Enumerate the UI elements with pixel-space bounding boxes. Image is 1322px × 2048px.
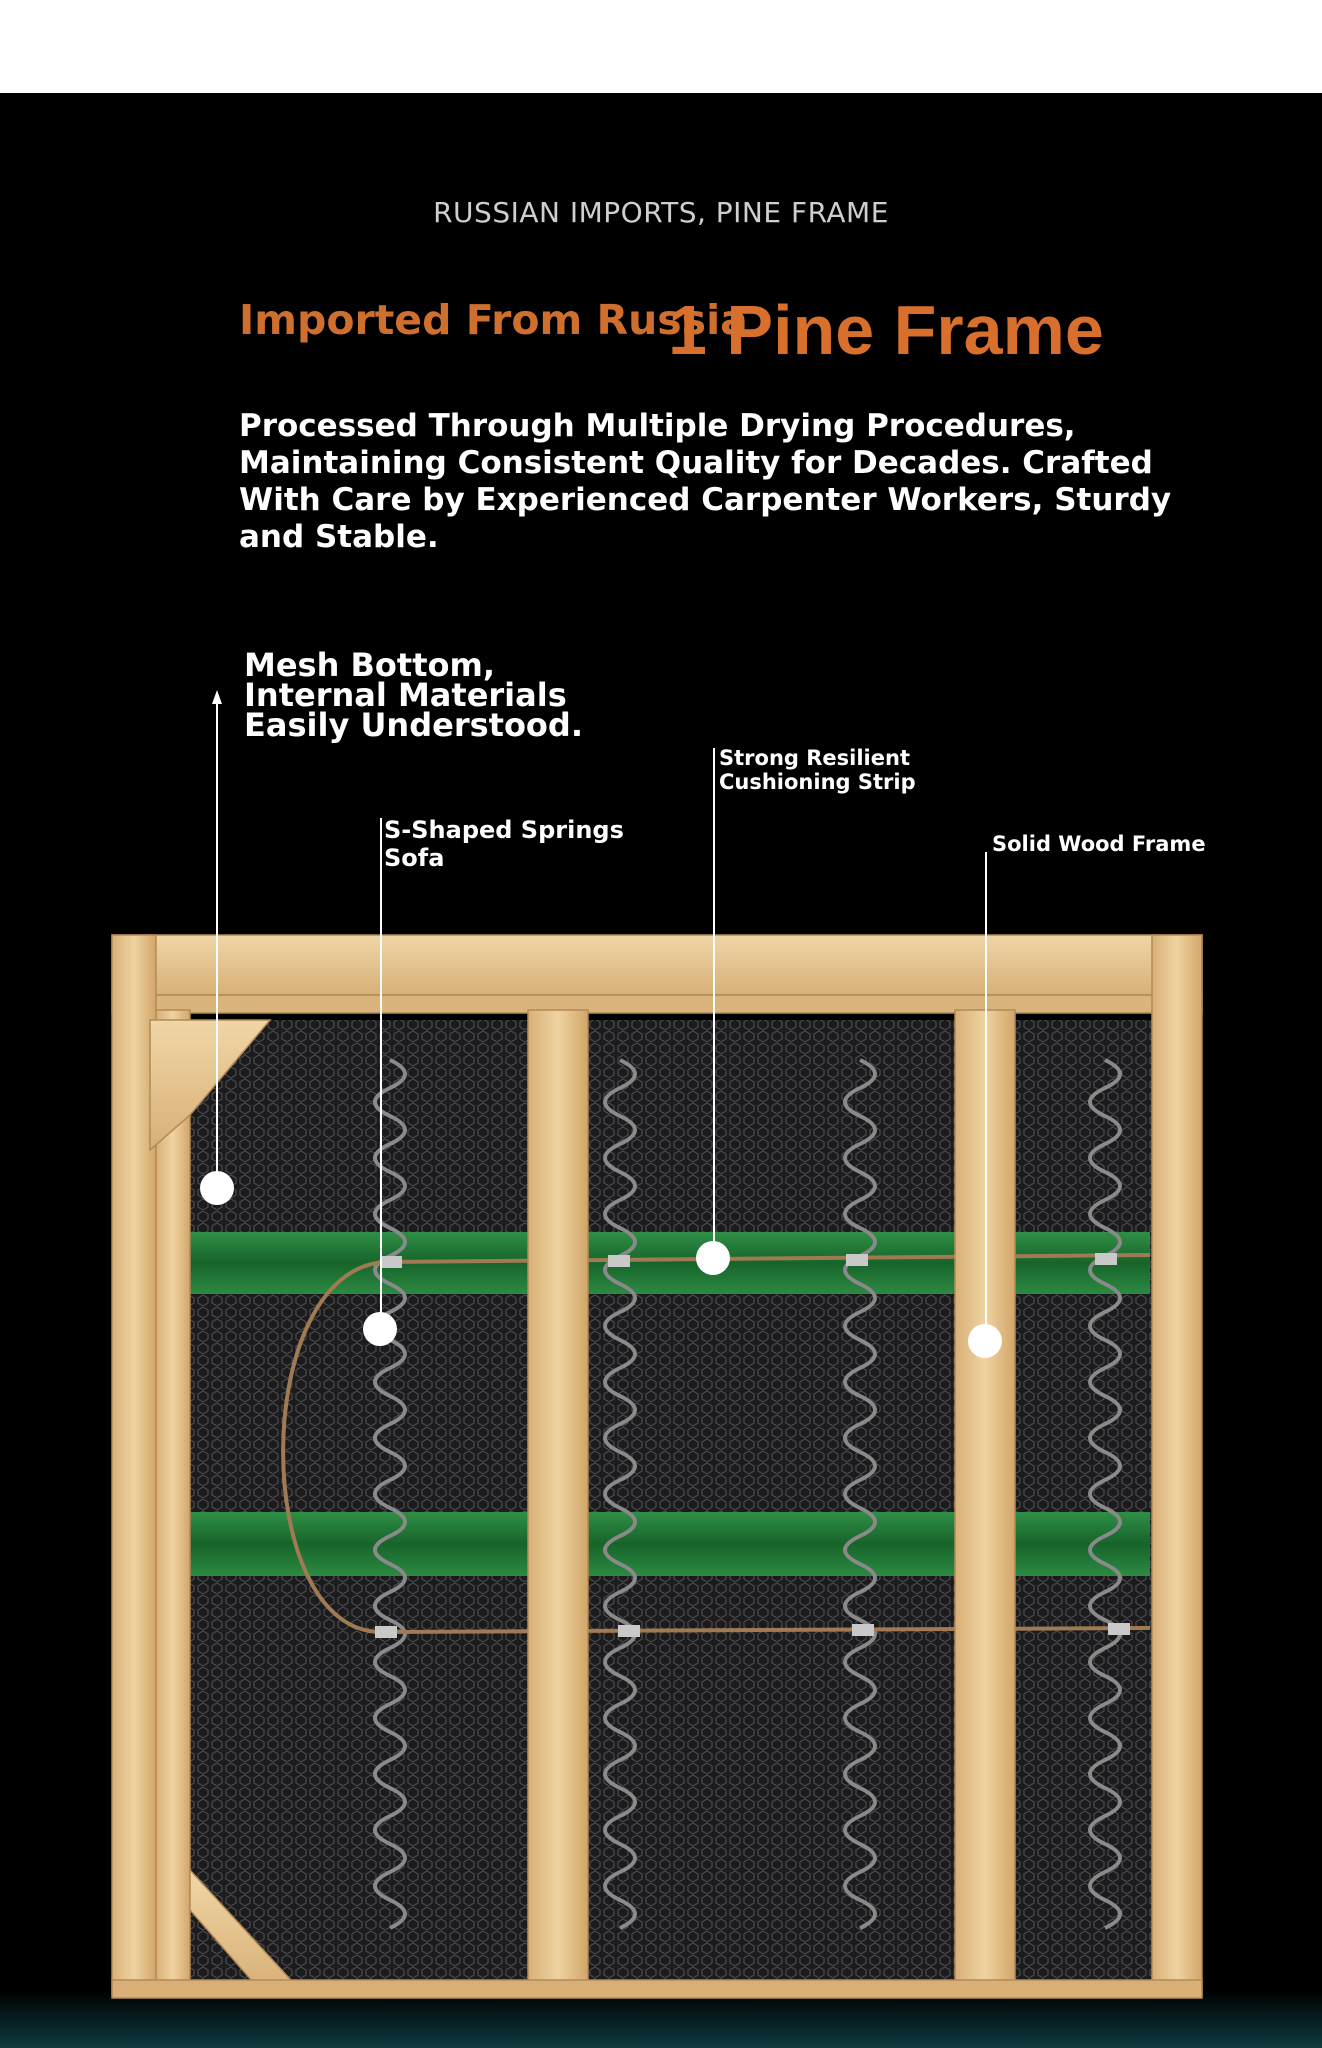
wood-frame-label (992, 832, 1206, 856)
mesh-callout-arrow (212, 690, 222, 704)
headline-part1: Imported From Russia (239, 296, 748, 344)
top-white-bar (0, 0, 1322, 93)
wood-callout-dot (968, 1324, 1002, 1358)
strip-label-line1: Strong Resilient (719, 746, 910, 770)
mesh-callout-dot (200, 1171, 234, 1205)
wood-label-line1: Solid Wood Frame (992, 832, 1206, 856)
mesh-label-line2: Internal Materials (244, 676, 567, 714)
headline-part2: 1 Pine Frame (668, 291, 1104, 369)
wood-callout-line (985, 852, 987, 1342)
section-eyebrow: RUSSIAN IMPORTS, PINE FRAME (433, 196, 889, 229)
mesh-bottom-label (244, 646, 583, 744)
sofa-frame-illustration (0, 910, 1322, 2048)
strip-callout-line (713, 748, 715, 1258)
spring-label-line1: S-Shaped Springs (384, 816, 624, 844)
mesh-label-line1: Mesh Bottom, (244, 646, 495, 684)
mesh-bottom (150, 1020, 1170, 1980)
strip-label-line2: Cushioning Strip (719, 770, 916, 794)
mesh-label-line3: Easily Understood. (244, 706, 583, 744)
spring-callout-line (380, 818, 382, 1328)
description-text: Processed Through Multiple Drying Procedures, Maintaining Consistent Quality for Decades. Crafted With Care by Experienced Carpenter Workers, Sturdy and Stable. (239, 408, 1172, 555)
mesh-callout-line (216, 700, 218, 1188)
s-springs-label (384, 816, 624, 872)
spring-label-line2: Sofa (384, 844, 445, 872)
cushioning-strip-label (719, 746, 916, 794)
spring-callout-dot (363, 1312, 397, 1346)
strip-callout-dot (696, 1241, 730, 1275)
